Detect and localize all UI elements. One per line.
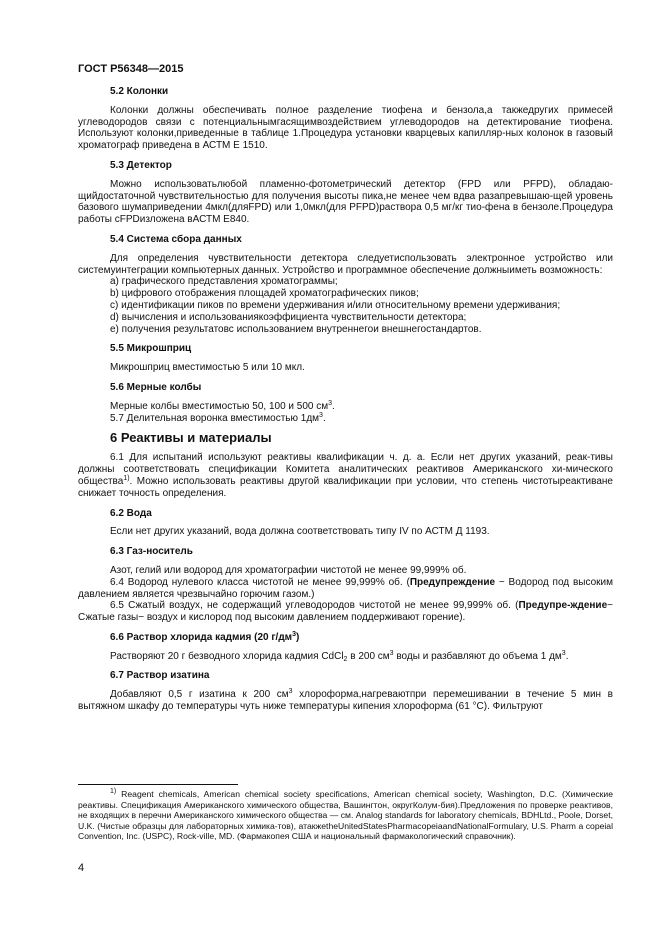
document-header: ГОСТ Р56348—2015 (78, 63, 184, 75)
section-6-2-title: 6.2 Вода (110, 507, 152, 519)
section-5-5-title: 5.5 Микрошприц (110, 343, 192, 355)
section-6-2-text: Если нет других указаний, вода должна соответствовать типу IV по АСТМ Д 1193. (110, 526, 490, 538)
section-6-title: 6 Реактивы и материалы (110, 430, 272, 446)
section-6-7-title: 6.7 Раствор изатина (110, 670, 210, 682)
section-5-3-text: Можно использоватьлюбой пламенно-фотометрический детектор (FPD или PFPD), обладаю-щийдостаточной чувствительностью для получения высоты пика,не менее чем вдва разапревышаю-щей уровень базового шумаприведении 4мкл(дляFPD) или 1,0мкл(для PFPD)раствора 0,5 мг/кг тио-фена в бензоле.Процедура работы сFPDизложена вАСТМ Е840. (78, 178, 613, 226)
document-page (78, 0, 613, 935)
section-5-2-text: Колонки должны обеспечивать полное разделение тиофена и бензола,а такжедругих примесей углеводородов связи с потенциальнымгасящимвоздействием углеводородов на детектирование тиофена. Используют колонки,приведенные в таблице 1.Процедура установки кварцевых капилляр-ных колонок в газовый хроматограф приведена в АСТМ Е 1510. (78, 104, 613, 152)
section-5-2-title: 5.2 Колонки (110, 86, 169, 97)
section-5-3-title: 5.3 Детектор (110, 159, 172, 171)
footnote-text: Reagent chemicals, American chemical society specifications, American chemical society, Washington, D.C. (Химические реактивы. Спецификация Американского химического общества, Вашингтон, округКолум-бия).Предложения по проверке реактивов, не входящих в перечни Американского химического общества — см. Analog standards for laboratory chemicals, BDHLtd., Poole, Dorset, U.K. (Чистые образцы для лабораторных химика-тов), атакжеtheUnitedStatesPharmacopeiaandNationalFormulary, U.S. Pharm a copeial Convention, Inc. (USPC), Rock-ville, MD. (Фармакопея США и национальный фармакологический справочник). (78, 789, 613, 842)
section-6-3-title: 6.3 Газ-носитель (110, 546, 193, 558)
section-6-3-text: Азот, гелий или водород для хроматографии чистотой не менее 99,999% об. (110, 564, 467, 576)
section-6-6-text: Растворяют 20 г безводного хлорида кадмия CdCl$_2$ в 200 $см^3$ воды и разбавляют до объема 1 $дм^3$. (110, 649, 569, 663)
section-6-6-title: 6.6 Раствор хлорида кадмия (20 $г/дм^3$) (110, 630, 300, 643)
section-6-7-text: Добавляют 0,5 г изатина к 200 $см^3$ хлороформа,нагреваютпри перемешивании в течение 5 мин в вытяжном шкафу до температуры чуть ниже температуры кипения хлороформа (61 °С). Фильтруют (78, 688, 613, 713)
page-number: 4 (78, 862, 85, 874)
section-6-1-text: 6.1 Для испытаний используют реактивы квалификации ч. д. а. Если нет других указаний, реак-тивы должны соответствовать спецификации Комитета аналитических реактивов Американского хи-мического общества$^{1)}$. Можно использовать реактивы другой квалификации при условии, что степень чистотыреактиване снижает точность определения. (78, 452, 613, 499)
list-item: е) получения результатовс использованием внутреннегои внешнегостандартов. (110, 323, 482, 335)
list-item: а) графического представления хроматограммы; (110, 276, 338, 288)
list-item: d) вычисления и использованиякоэффициента чувствительности детектора; (110, 311, 467, 323)
section-5-6-text: Мерные колбы вместимостью 50, 100 и 500 $см^3$. (110, 399, 335, 412)
footnote-divider (78, 784, 238, 785)
section-5-7-text: 5.7 Делительная воронка вместимостью $1дм^3$. (110, 411, 326, 424)
footnote-marker: 1) (110, 788, 117, 795)
list-item: с) идентификации пиков по времени удерживания и/или относительному времени удерживания; (110, 299, 561, 311)
footnote (78, 789, 613, 842)
section-5-4-intro: Для определения чувствительности детектора следуетиспользовать электронное устройство или системуинтеграции компьютерных данных. Устройство и программное обеспечение должныиметь возможность: (78, 252, 613, 276)
section-6-5-text: 6.5 Сжатый воздух, не содержащий углеводородов чистотой не менее 99,999% об. (Предупре-ждение− Сжатые газы− воздух и кислород под высоким давлением поддерживают горение). (78, 600, 613, 624)
page-content (78, 86, 613, 713)
section-6-4-text: 6.4 Водород нулевого класса чистотой не менее 99,999% об. (Предупреждение − Водород под высоким давлением является чрезвычайно горючим газом.) (78, 576, 613, 600)
section-5-4-title: 5.4 Система сбора данных (110, 233, 242, 245)
section-5-6-title: 5.6 Мерные колбы (110, 381, 202, 393)
section-5-5-text: Микрошприц вместимостью 5 или 10 мкл. (110, 362, 305, 374)
list-item: b) цифрового отображения площадей хроматографических пиков; (110, 288, 419, 300)
